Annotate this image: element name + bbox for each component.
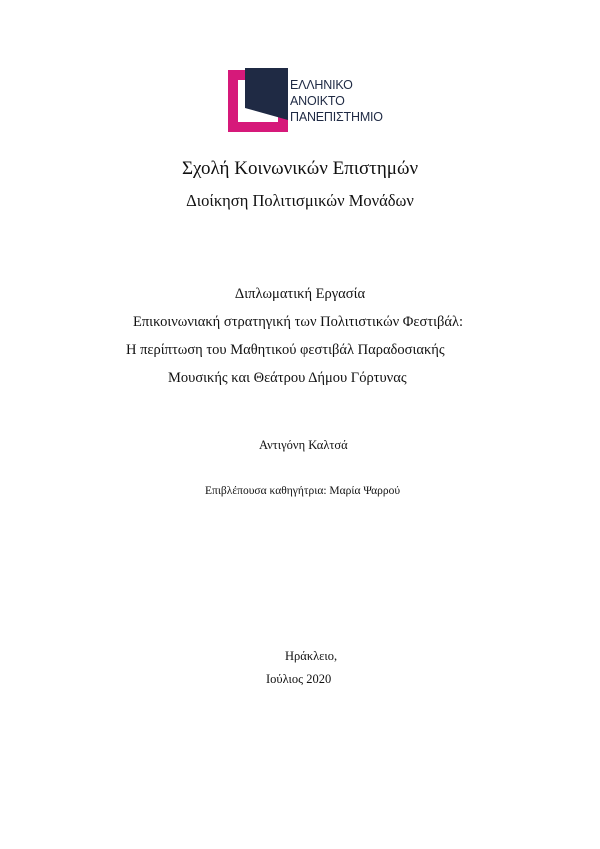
- university-name: [290, 77, 383, 125]
- university-name-line2: ΑΝΟΙΚΤΟ: [290, 94, 345, 108]
- supervisor-line: Επιβλέπουσα καθηγήτρια: Μαρία Ψαρρού: [205, 485, 401, 497]
- school-name: Σχολή Κοινωνικών Επιστημών: [181, 158, 419, 179]
- university-name-line3: ΠΑΝΕΠΙΣΤΗΜΙΟ: [290, 110, 383, 124]
- thesis-title-line3: Μουσικής και Θεάτρου Δήμου Γόρτυνας: [168, 370, 407, 386]
- author-name: Αντιγόνη Καλτσά: [259, 438, 348, 452]
- thesis-title-line1: Επικοινωνιακή στρατηγική των Πολιτιστικών Φεστιβάλ:: [133, 314, 464, 330]
- place: Ηράκλειο,: [285, 649, 338, 663]
- university-logo: [228, 68, 398, 134]
- thesis-title-line2: Η περίπτωση του Μαθητικού φεστιβάλ Παραδοσιακής: [126, 342, 445, 358]
- hou-emblem-icon: [228, 68, 290, 134]
- date: Ιούλιος 2020: [266, 672, 332, 686]
- department-name: Διοίκηση Πολιτισμικών Μονάδων: [186, 191, 414, 210]
- university-name-line1: ΕΛΛΗΝΙΚΟ: [290, 78, 353, 92]
- thesis-type: Διπλωματική Εργασία: [234, 286, 366, 302]
